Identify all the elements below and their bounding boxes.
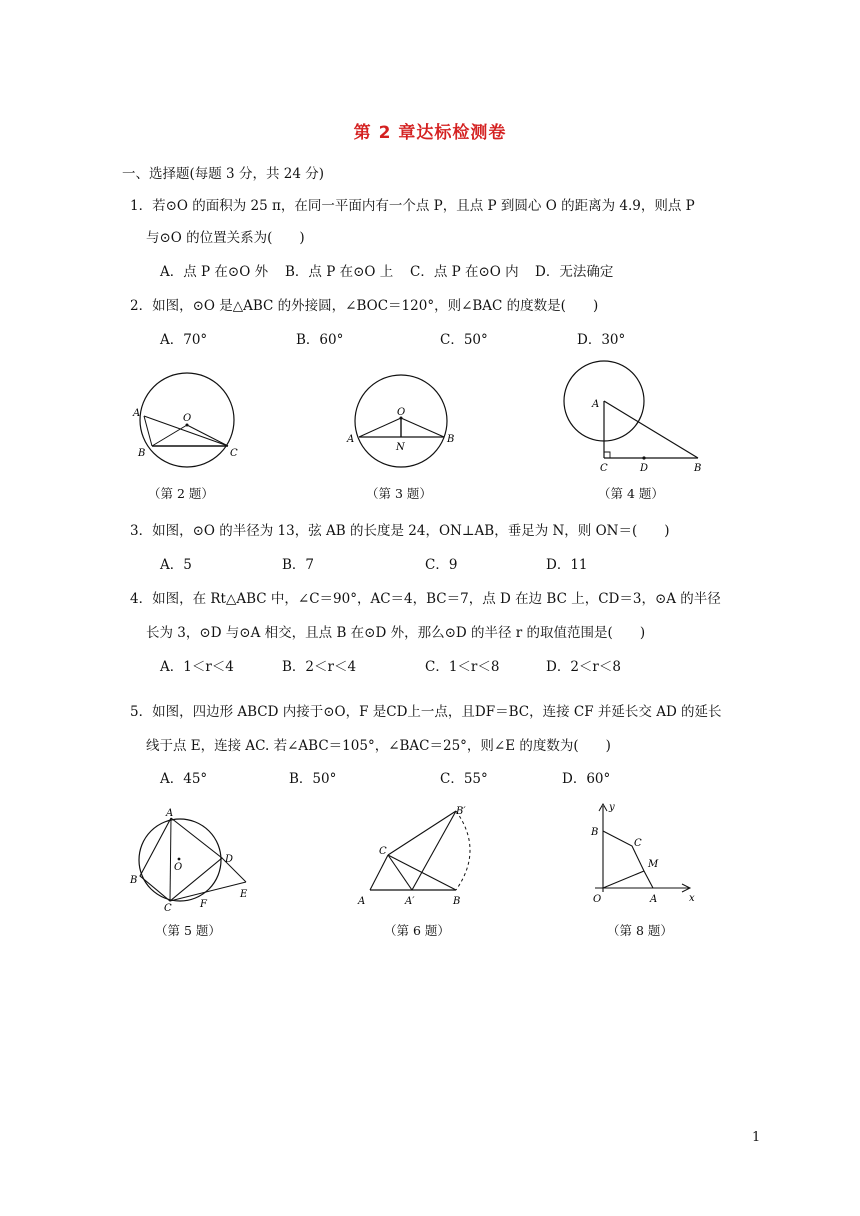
q4-stem-line2: 长为 3，⊙D 与⊙A 相交，且点 B 在⊙D 外，那么⊙D 的半径 r 的取值范围是( ) bbox=[146, 625, 646, 641]
fig6-label-b: B bbox=[453, 896, 461, 907]
fig5-label-e: E bbox=[240, 889, 248, 900]
fig2-label-o: O bbox=[183, 413, 192, 424]
fig3-label-b: B bbox=[447, 434, 455, 445]
q3-option-c: C．9 bbox=[425, 557, 458, 573]
q2-option-a: A．70° bbox=[160, 332, 208, 348]
q2-option-d: D．30° bbox=[577, 332, 626, 348]
fig4-label-a: A bbox=[592, 399, 600, 410]
figure-q2 bbox=[130, 370, 250, 470]
q4-option-b: B．2＜r＜4 bbox=[282, 659, 357, 675]
section-heading: 一、选择题(每题 3 分，共 24 分) bbox=[122, 166, 324, 182]
q5-option-b: B．50° bbox=[289, 771, 337, 787]
q4-option-a: A．1＜r＜4 bbox=[160, 659, 234, 675]
fig5-label-d: D bbox=[225, 854, 234, 865]
q2-stem-line1: 2．如图，⊙O 是△ABC 的外接圆，∠BOC＝120°，则∠BAC 的度数是( ) bbox=[130, 298, 599, 314]
fig8-label-c: C bbox=[634, 838, 642, 849]
q5-stem-line1: 5．如图，四边形 ABCD 内接于⊙O，F 是CD上一点，且DF＝BC，连接 CF 并延长交 AD 的延长 bbox=[130, 704, 722, 720]
figure-q4 bbox=[560, 360, 710, 475]
caption-q5: （第 5 题） bbox=[155, 923, 221, 938]
fig4-label-b: B bbox=[694, 463, 702, 474]
page-title: 第 2 章达标检测卷 bbox=[353, 123, 507, 143]
fig8-label-x: x bbox=[689, 893, 695, 904]
caption-q4: （第 4 题） bbox=[598, 486, 664, 501]
fig6-label-a: A bbox=[358, 896, 366, 907]
q1-stem-line1: 1．若⊙O 的面积为 25 π，在同一平面内有一个点 P，且点 P 到圆心 O 的距离为 4.9，则点 P bbox=[130, 198, 695, 214]
q1-option-b: B．点 P 在⊙O 上 bbox=[285, 264, 394, 280]
fig6-label-c: C bbox=[379, 846, 387, 857]
fig2-label-b: B bbox=[138, 448, 146, 459]
q1-option-d: D．无法确定 bbox=[535, 264, 614, 280]
q1-option-c: C．点 P 在⊙O 内 bbox=[410, 264, 519, 280]
q5-stem-line2: 线于点 E，连接 AC. 若∠ABC＝105°，∠BAC＝25°，则∠E 的度数为( ) bbox=[146, 738, 611, 754]
q2-option-c: C．50° bbox=[440, 332, 488, 348]
q3-option-b: B．7 bbox=[282, 557, 315, 573]
fig5-label-a: A bbox=[166, 808, 174, 819]
fig8-label-m: M bbox=[648, 859, 659, 870]
fig8-label-o: O bbox=[593, 894, 602, 905]
figure-q8 bbox=[585, 800, 705, 910]
fig4-label-d: D bbox=[640, 463, 649, 474]
fig4-label-c: C bbox=[600, 463, 608, 474]
fig3-label-a: A bbox=[347, 434, 355, 445]
caption-q3: （第 3 题） bbox=[366, 486, 432, 501]
q4-option-d: D．2＜r＜8 bbox=[546, 659, 621, 675]
fig5-label-o: O bbox=[174, 862, 183, 873]
q5-option-d: D．60° bbox=[562, 771, 611, 787]
fig5-label-b: B bbox=[130, 875, 138, 886]
fig8-label-y: y bbox=[609, 802, 615, 813]
caption-q6: （第 6 题） bbox=[384, 923, 450, 938]
fig3-label-n: N bbox=[396, 442, 405, 453]
caption-q2: （第 2 题） bbox=[148, 486, 214, 501]
q2-option-b: B．60° bbox=[296, 332, 344, 348]
caption-q8: （第 8 题） bbox=[607, 923, 673, 938]
q3-option-a: A．5 bbox=[160, 557, 192, 573]
q5-option-a: A．45° bbox=[160, 771, 208, 787]
q5-option-c: C．55° bbox=[440, 771, 488, 787]
page-number: 1 bbox=[752, 1130, 761, 1145]
fig6-label-b-prime: B′ bbox=[456, 806, 466, 817]
q3-stem-line1: 3．如图，⊙O 的半径为 13，弦 AB 的长度是 24，ON⊥AB，垂足为 N，则 ON＝( ) bbox=[130, 523, 670, 539]
q1-option-a: A．点 P 在⊙O 外 bbox=[160, 264, 269, 280]
fig8-label-b: B bbox=[591, 827, 599, 838]
fig2-label-a: A bbox=[133, 408, 141, 419]
fig3-label-o: O bbox=[397, 407, 406, 418]
figure-q5 bbox=[128, 806, 258, 911]
q1-stem-line2: 与⊙O 的位置关系为( ) bbox=[146, 230, 305, 246]
fig6-label-a-prime: A′ bbox=[405, 896, 415, 907]
fig2-label-c: C bbox=[230, 448, 238, 459]
figure-q6 bbox=[352, 804, 492, 914]
q3-option-d: D．11 bbox=[546, 557, 588, 573]
figure-q3 bbox=[342, 372, 462, 472]
q4-stem-line1: 4．如图，在 Rt△ABC 中，∠C＝90°，AC＝4，BC＝7，点 D 在边 BC 上，CD＝3，⊙A 的半径 bbox=[130, 591, 721, 607]
q4-option-c: C．1＜r＜8 bbox=[425, 659, 500, 675]
fig5-label-f: F bbox=[200, 899, 207, 910]
fig8-label-a: A bbox=[650, 894, 658, 905]
fig5-label-c: C bbox=[164, 903, 172, 911]
